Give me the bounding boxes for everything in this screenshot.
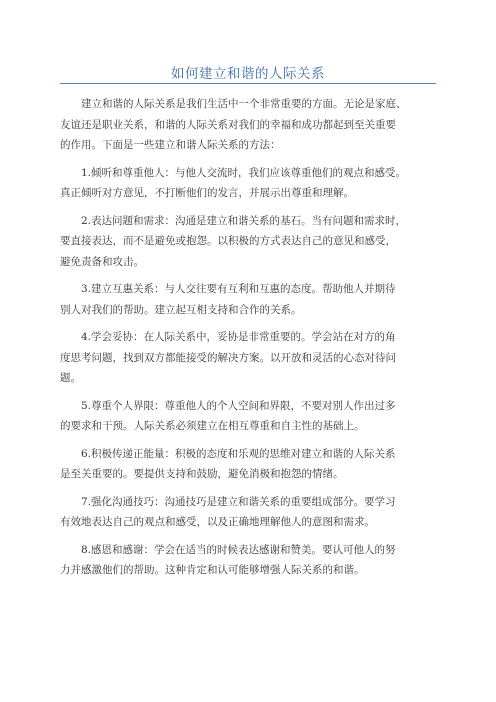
paragraph-method-3 xyxy=(60,279,440,320)
paragraph-line: 2.表达问题和需求：沟通是建立和谐关系的基石。当有问题和需求时， xyxy=(81,214,407,227)
paragraph-line: 建立和谐的人际关系是我们生活中一个非常重要的方面。无论是家庭、 xyxy=(81,98,407,110)
paragraph-method-7 xyxy=(60,492,440,533)
paragraph-line: 6.积极传递正能量：积极的态度和乐观的思维对建立和谐的人际关系 xyxy=(81,447,396,460)
paragraph-line: 是至关重要的。要提供支持和鼓励，避免消极和抱怨的情绪。 xyxy=(60,468,344,480)
paragraph-line: 3.建立互惠关系：与人交往要有互利和互惠的态度。帮助他人并期待 xyxy=(81,283,396,295)
paragraph-line: 7.强化沟通技巧：沟通技巧是建立和谐关系的重要组成部分。要学习 xyxy=(81,495,396,508)
paragraph-line: 1.倾听和尊重他人：与他人交流时，我们应该尊重他们的观点和感受。 xyxy=(81,166,407,179)
paragraph-line: 题。 xyxy=(60,372,81,384)
page-title: 如何建立和谐的人际关系 xyxy=(171,66,325,82)
document-body xyxy=(60,94,440,588)
paragraph-line: 真正倾听对方意见，不打断他们的发言，并展示出尊重和理解。 xyxy=(60,187,354,199)
title-divider xyxy=(60,83,436,84)
paragraph-line: 友谊还是职业关系，和谐的人际关系对我们的幸福和成功都起到至关重要 xyxy=(60,118,396,131)
paragraph-method-2 xyxy=(60,211,440,273)
paragraph-line: 力并感激他们的帮助。这种肯定和认可能够增强人际关系的和谐。 xyxy=(60,564,365,576)
paragraph-line: 的作用。下面是一些建立和谐人际关系的方法： xyxy=(60,139,281,151)
paragraph-line: 有效地表达自己的观点和感受，以及正确地理解他人的意图和需求。 xyxy=(60,516,375,528)
paragraph-intro xyxy=(60,94,440,156)
paragraph-method-4 xyxy=(60,327,440,389)
paragraph-line: 4.学会妥协：在人际关系中，妥协是非常重要的。学会站在对方的角 xyxy=(81,331,396,343)
paragraph-line: 8.感恩和感谢：学会在适当的时候表达感谢和赞美。要认可他人的努 xyxy=(81,543,396,556)
paragraph-method-8 xyxy=(60,540,440,581)
paragraph-method-5 xyxy=(60,396,440,437)
paragraph-line: 避免责备和攻击。 xyxy=(60,255,144,268)
paragraph-method-6 xyxy=(60,444,440,485)
paragraph-method-1 xyxy=(60,163,440,204)
paragraph-line: 的要求和干预。人际关系必须建立在相互尊重和自主性的基础上。 xyxy=(60,420,365,432)
paragraph-line: 5.尊重个人界限：尊重他人的个人空间和界限，不要对别人作出过多 xyxy=(81,399,396,412)
paragraph-line: 度思考问题，找到双方都能接受的解决方案。以开放和灵活的心态对待问 xyxy=(60,351,396,364)
paragraph-line: 别人对我们的帮助。建立起互相支持和合作的关系。 xyxy=(60,303,302,316)
paragraph-line: 要直接表达，而不是避免或抱怨。以积极的方式表达自己的意见和感受， xyxy=(60,235,396,247)
